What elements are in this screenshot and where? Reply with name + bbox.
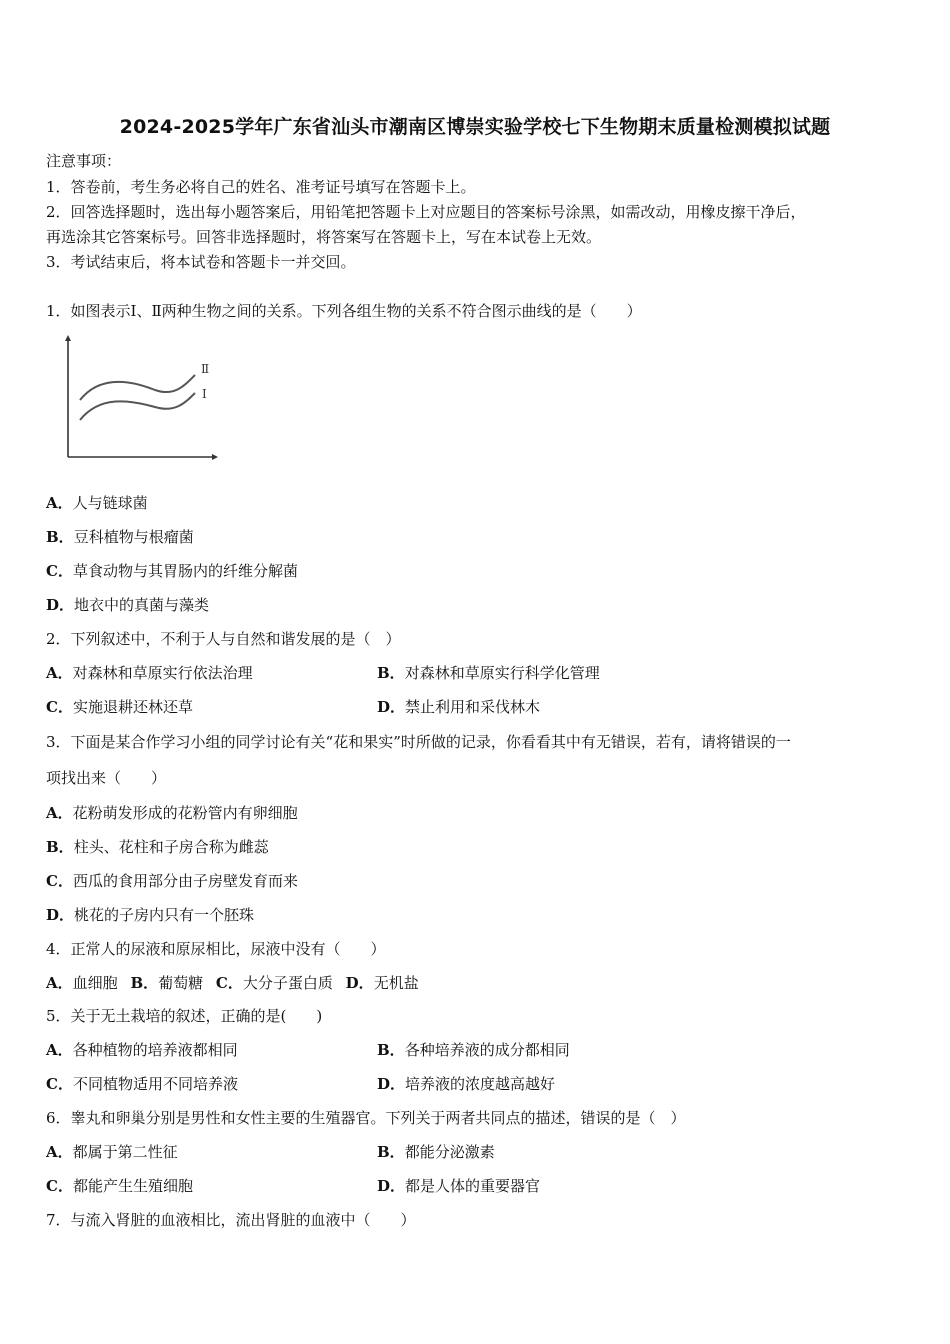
curve-I bbox=[80, 393, 195, 420]
q1-option-c: C．草食动物与其胃肠内的纤维分解菌 bbox=[46, 562, 298, 580]
relationship-curve-figure bbox=[60, 335, 220, 465]
q2-option-b: B．对森林和草原实行科学化管理 bbox=[377, 664, 600, 682]
q3-stem-line1: 3．下面是某合作学习小组的同学讨论有关“花和果实”时所做的记录，你看看其中有无错误，若有，请将错误的一 bbox=[46, 733, 791, 751]
curve-label-II: Ⅱ bbox=[201, 362, 210, 376]
q3-option-d: D．桃花的子房内只有一个胚珠 bbox=[46, 906, 255, 924]
notice-item-2: 2．回答选择题时，选出每小题答案后，用铅笔把答题卡上对应题目的答案标号涂黑，如需改动，用橡皮擦干净后， bbox=[46, 203, 806, 221]
q3-option-c: C．西瓜的食用部分由子房壁发育而来 bbox=[46, 872, 298, 890]
q4-option-c-text: 大分子蛋白质 bbox=[242, 974, 333, 992]
q4-option-a-letter: A． bbox=[46, 974, 73, 992]
q4-option-c-letter: C． bbox=[215, 974, 243, 992]
q6-option-d: D．都是人体的重要器官 bbox=[377, 1177, 541, 1195]
q4-options bbox=[46, 973, 419, 993]
q1-option-b: B．豆科植物与根瘤菌 bbox=[46, 528, 194, 546]
notice-item-1: 1．答卷前，考生务必将自己的姓名、准考证号填写在答题卡上。 bbox=[46, 178, 476, 196]
notice-item-2-cont: 再选涂其它答案标号。回答非选择题时，将答案写在答题卡上，写在本试卷上无效。 bbox=[46, 228, 602, 246]
q4-option-b-text: 葡萄糖 bbox=[158, 974, 204, 992]
q5-option-d: D．培养液的浓度越高越好 bbox=[377, 1075, 556, 1093]
curve-II bbox=[80, 375, 195, 400]
q3-option-b: B．柱头、花柱和子房合称为雌蕊 bbox=[46, 838, 269, 856]
q1-option-a: A．人与链球菌 bbox=[46, 494, 148, 512]
x-axis-arrow bbox=[212, 454, 218, 460]
q1-stem: 1．如图表示Ⅰ、Ⅱ两种生物之间的关系。下列各组生物的关系不符合图示曲线的是（ ） bbox=[46, 302, 642, 320]
q4-option-b-letter: B． bbox=[130, 974, 159, 992]
q5-option-a: A．各种植物的培养液都相同 bbox=[46, 1041, 238, 1059]
q6-option-c: C．都能产生生殖细胞 bbox=[46, 1177, 193, 1195]
q6-stem: 6．睾丸和卵巢分别是男性和女性主要的生殖器官。下列关于两者共同点的描述，错误的是（ ） bbox=[46, 1109, 686, 1127]
page-title: 2024-2025学年广东省汕头市潮南区博崇实验学校七下生物期末质量检测模拟试题 bbox=[119, 116, 831, 138]
q4-stem: 4．正常人的尿液和原尿相比，尿液中没有（ ） bbox=[46, 940, 386, 958]
q2-option-c: C．实施退耕还林还草 bbox=[46, 698, 193, 716]
q4-option-d-letter: D． bbox=[345, 974, 374, 992]
q4-option-a-text: 血细胞 bbox=[72, 974, 118, 992]
notice-item-3: 3．考试结束后，将本试卷和答题卡一并交回。 bbox=[46, 253, 356, 271]
notice-heading: 注意事项： bbox=[46, 152, 122, 170]
q6-option-a: A．都属于第二性征 bbox=[46, 1143, 178, 1161]
q6-option-b: B．都能分泌激素 bbox=[377, 1143, 495, 1161]
q4-option-d-text: 无机盐 bbox=[373, 974, 419, 992]
q7-stem: 7．与流入肾脏的血液相比，流出肾脏的血液中（ ） bbox=[46, 1211, 416, 1229]
y-axis-arrow bbox=[65, 335, 71, 341]
q2-option-d: D．禁止利用和采伐林木 bbox=[377, 698, 541, 716]
q2-stem: 2．下列叙述中，不利于人与自然和谐发展的是（ ） bbox=[46, 630, 401, 648]
curve-label-I: Ⅰ bbox=[202, 387, 207, 401]
q1-option-d: D．地衣中的真菌与藻类 bbox=[46, 596, 210, 614]
q3-stem-line2: 项找出来（ ） bbox=[46, 769, 167, 787]
q5-stem: 5．关于无土栽培的叙述，正确的是( ) bbox=[46, 1007, 323, 1025]
q2-option-a: A．对森林和草原实行依法治理 bbox=[46, 664, 253, 682]
q5-option-b: B．各种培养液的成分都相同 bbox=[377, 1041, 570, 1059]
q3-option-a: A．花粉萌发形成的花粉管内有卵细胞 bbox=[46, 804, 298, 822]
q5-option-c: C．不同植物适用不同培养液 bbox=[46, 1075, 238, 1093]
